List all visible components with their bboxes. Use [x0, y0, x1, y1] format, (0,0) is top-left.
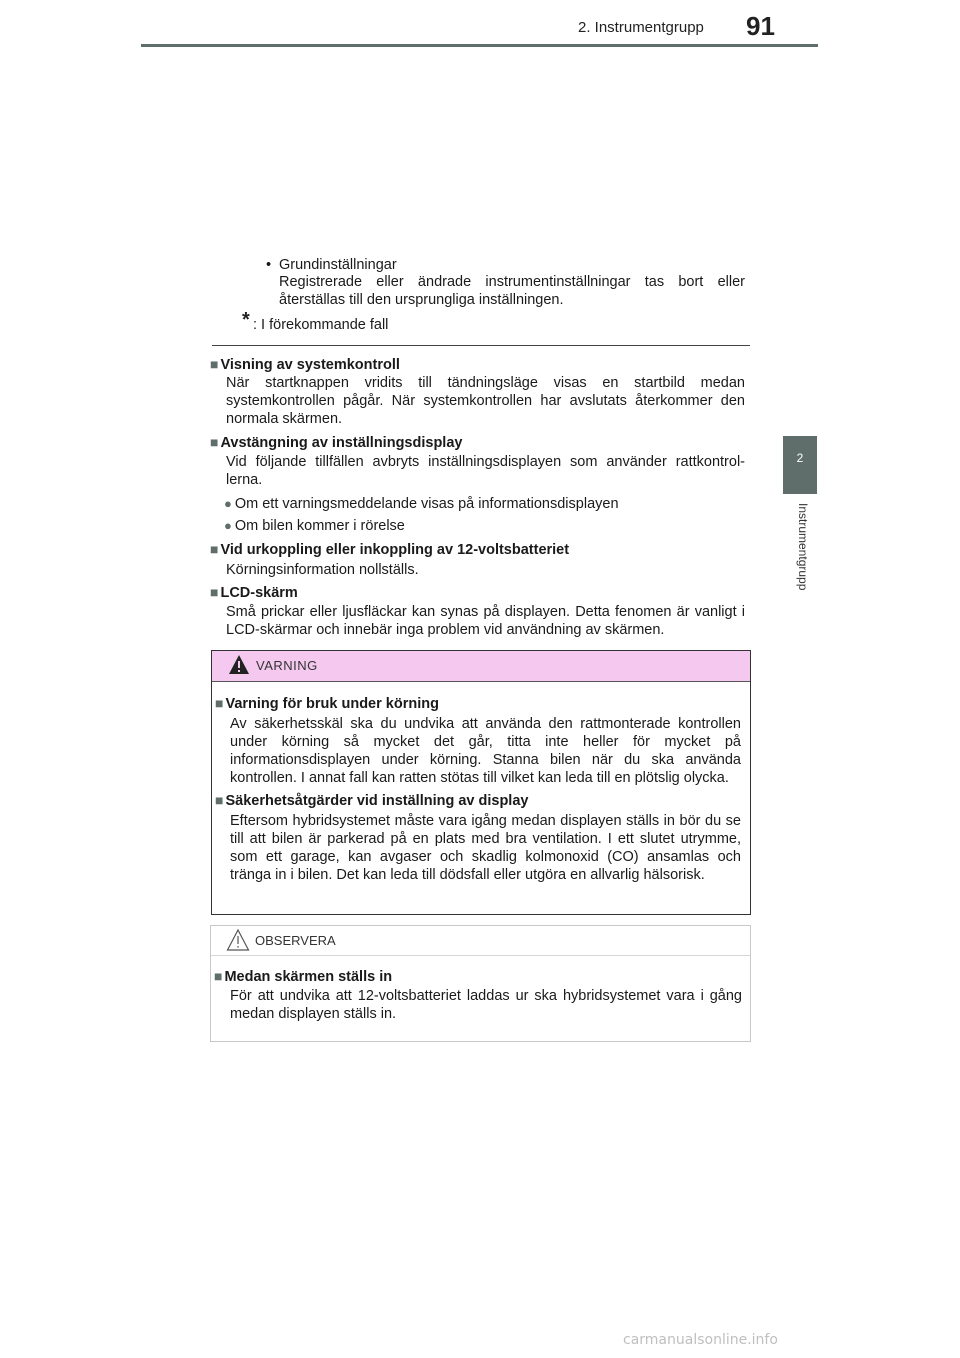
- note-item-heading: ■ Medan skärmen ställs in: [214, 968, 393, 985]
- note-header: [211, 926, 750, 956]
- warning-title: VARNING: [256, 658, 318, 673]
- chapter-label: Instrumentgrupp: [796, 503, 810, 591]
- square-bullet-icon: ■: [214, 968, 223, 984]
- section-heading: ■ Visning av systemkontroll: [210, 356, 400, 373]
- section-divider: [212, 345, 750, 346]
- warning-item-heading: ■ Säkerhetsåtgärder vid inställning av display: [215, 792, 529, 809]
- section-text: När startknappen vridits till tändningsläge visas en startbild medan systemkontrollen pågår. När systemkontrollen har avslutats återkommer den normala skärmen.: [226, 375, 745, 427]
- round-bullet-icon: ●: [224, 518, 232, 533]
- top-item-text: Registrerade eller ändrade instrumentinställningar tas bort eller återställas till den ursprungliga inställningen.: [279, 274, 745, 308]
- top-item-bullet: •: [266, 257, 272, 273]
- square-bullet-icon: ■: [210, 434, 219, 450]
- square-bullet-icon: ■: [210, 541, 219, 557]
- square-bullet-icon: ■: [210, 584, 219, 600]
- warning-triangle-filled-icon: [228, 654, 250, 676]
- section-text: Vid följande tillfällen avbryts inställningsdisplayen som använder rattkontrol-lerna.: [226, 454, 745, 488]
- footnote-marker: *: [242, 309, 250, 331]
- warning-item-text: Av säkerhetsskäl ska du undvika att använda den rattmonterade kontrollen under körning så mycket det går, titta inte heller för mycket på informationsdisplayen under körning. Stanna bilen när du ska använda kontrollen. I annat fall kan ratten stötas till vilket kan leda till en plötslig olycka.: [230, 716, 741, 786]
- footnote-text: : I förekommande fall: [253, 317, 389, 333]
- note-title: OBSERVERA: [255, 933, 336, 948]
- list-item: ● Om bilen kommer i rörelse: [224, 518, 405, 534]
- warning-header: [212, 651, 750, 682]
- section-heading: ■ LCD-skärm: [210, 584, 298, 601]
- chapter-number: 2: [796, 451, 804, 465]
- section-text: Små prickar eller ljusfläckar kan synas på displayen. Detta fenomen är vanligt i LCD-skärmar och innebär inga problem vid användning av skärmen.: [226, 604, 745, 638]
- warning-item-text: Eftersom hybridsystemet måste vara igång medan displayen ställs in bör du se till att bilen är parkerad på en plats med bra ventilation. I ett slutet utrymme, som ett garage, kan avgaser och skadlig kolmonoxid (CO) ansamlas och tränga in i bilen. Det kan leda till dödsfall eller utgöra en allvarlig hälsorisk.: [230, 813, 741, 883]
- note-box: [210, 925, 751, 1042]
- section-heading: ■ Avstängning av inställningsdisplay: [210, 434, 463, 451]
- caution-triangle-outline-icon: [226, 928, 250, 952]
- list-item: ● Om ett varningsmeddelande visas på informationsdisplayen: [224, 496, 619, 512]
- note-item-text: För att undvika att 12-voltsbatteriet laddas ur ska hybridsystemet vara i gång medan displayen ställs in.: [230, 988, 742, 1022]
- chapter-tab: [783, 436, 817, 494]
- watermark: carmanualsonline.info: [623, 1332, 778, 1348]
- header-rule: [141, 44, 818, 47]
- square-bullet-icon: ■: [210, 356, 219, 372]
- warning-box: [211, 650, 751, 915]
- section-heading: ■ Vid urkoppling eller inkoppling av 12-voltsbatteriet: [210, 541, 570, 558]
- square-bullet-icon: ■: [215, 792, 224, 808]
- warning-item-heading: ■ Varning för bruk under körning: [215, 695, 439, 712]
- page-number: 91: [746, 11, 775, 41]
- header-section-title: 2. Instrumentgrupp: [578, 19, 704, 36]
- section-text: Körningsinformation nollställs.: [226, 562, 419, 578]
- square-bullet-icon: ■: [215, 695, 224, 711]
- top-item-title: Grundinställningar: [279, 257, 397, 273]
- round-bullet-icon: ●: [224, 496, 232, 511]
- chapter-label-container: [780, 503, 820, 623]
